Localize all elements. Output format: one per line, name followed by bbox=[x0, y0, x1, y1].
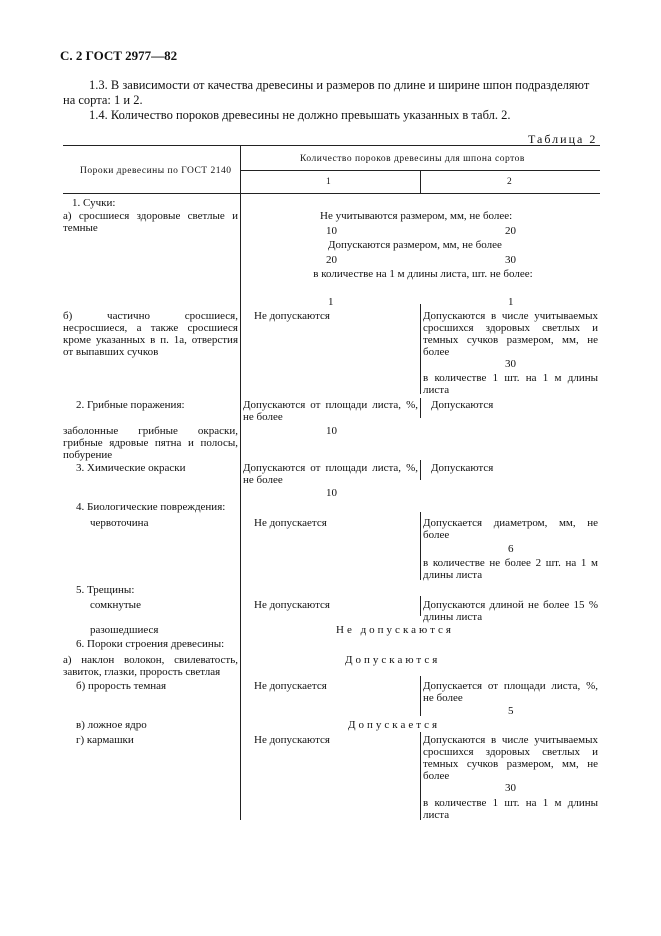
row-knots-b: б) частично сросшиеся, несросшиеся, а также сросшиеся кроме указанных в п. 1а, отверстия от выпавших сучков bbox=[63, 310, 238, 358]
chemical-grade-2: Допускаются bbox=[431, 462, 494, 474]
structure-d-tail: в количестве 1 шт. на 1 м длины листа bbox=[423, 797, 598, 821]
structure-a-span: Допускаются bbox=[345, 654, 441, 666]
row-fungal-sub: заболонные грибные окраски, грибные ядровые пятна и полосы, побурение bbox=[63, 425, 238, 461]
column-divider-2-seg bbox=[420, 460, 421, 480]
paragraph-1-3: 1.3. В зависимости от качества древесины и размеров по длине и ширине шпон подразделяют на сорта: 1 и 2. bbox=[63, 78, 590, 107]
cracks-closed-grade-1: Не допускаются bbox=[254, 599, 330, 611]
fungal-grade-1: Допускаются от площади листа, %, не более bbox=[243, 399, 418, 423]
table-top-rule bbox=[63, 145, 600, 146]
knots-a-value: 1 bbox=[508, 296, 514, 308]
knots-a-span-1: Не учитываются размером, мм, не более: bbox=[320, 210, 513, 222]
row-knots: 1. Сучки: bbox=[72, 197, 116, 209]
knots-b-tail: в количестве 1 шт. на 1 м длины листа bbox=[423, 372, 598, 396]
structure-b-grade-2: Допускается от площади листа, %, не более bbox=[423, 680, 598, 704]
table-caption: Таблица 2 bbox=[528, 132, 598, 146]
page-header: С. 2 ГОСТ 2977—82 bbox=[60, 48, 178, 63]
header-bottom-rule bbox=[63, 193, 600, 194]
row-biological-sub: червоточина bbox=[90, 517, 149, 529]
cracks-closed-grade-2: Допускаются длиной не более 15 % длины листа bbox=[423, 599, 598, 623]
column-head-defects: Пороки древесины по ГОСТ 2140 bbox=[80, 166, 232, 176]
row-cracks: 5. Трещины: bbox=[76, 584, 135, 596]
column-divider-2-seg bbox=[420, 512, 421, 580]
chemical-value: 10 bbox=[326, 487, 337, 499]
row-chemical: 3. Химические окраски bbox=[76, 462, 186, 474]
knots-a-span-2: Допускаются размером, мм, не более bbox=[328, 239, 502, 251]
structure-d-grade-1: Не допускаются bbox=[254, 734, 330, 746]
biological-tail: в количестве не более 2 шт. на 1 м длины листа bbox=[423, 557, 598, 581]
knots-b-grade-2: Допускаются в числе учитываемых сросшихся здоровых светлых и темных сучков размером, мм, не более bbox=[423, 310, 598, 358]
column-divider-2-seg bbox=[420, 304, 421, 394]
knots-a-value: 1 bbox=[328, 296, 334, 308]
knots-b-grade-1: Не допускаются bbox=[254, 310, 330, 322]
column-divider-2-seg bbox=[420, 732, 421, 820]
biological-value: 6 bbox=[508, 543, 514, 555]
knots-a-value: 10 bbox=[326, 225, 337, 237]
biological-grade-2: Допускается диаметром, мм, не более bbox=[423, 517, 598, 541]
column-grade-2: 2 bbox=[507, 177, 513, 187]
column-divider-2-seg bbox=[420, 398, 421, 418]
row-biological: 4. Биологические повреждения: bbox=[76, 501, 226, 513]
row-structure-a: а) наклон волокон, свилеватость, завиток, глазки, прорость светлая bbox=[63, 654, 238, 678]
row-knots-a: а) сросшиеся здоровые светлые и темные bbox=[63, 210, 238, 234]
knots-a-value: 20 bbox=[505, 225, 516, 237]
knots-a-value: 20 bbox=[326, 254, 337, 266]
knots-a-span-3: в количестве на 1 м длины листа, шт. не более: bbox=[313, 268, 533, 280]
column-head-quantity: Количество пороков древесины для шпона сортов bbox=[300, 154, 525, 164]
row-structure-c: в) ложное ядро bbox=[76, 719, 147, 731]
row-cracks-open: разошедшиеся bbox=[90, 624, 159, 636]
column-divider-1 bbox=[240, 145, 241, 820]
row-fungal: 2. Грибные поражения: bbox=[76, 399, 185, 411]
biological-grade-1: Не допускается bbox=[254, 517, 327, 529]
structure-d-grade-2: Допускаются в числе учитываемых сросшихся здоровых светлых и темных сучков размером, мм, не более bbox=[423, 734, 598, 782]
chemical-grade-1: Допускаются от площади листа, %, не более bbox=[243, 462, 418, 486]
structure-b-value: 5 bbox=[508, 705, 514, 717]
fungal-grade-2: Допускаются bbox=[431, 399, 494, 411]
structure-c-span: Допускается bbox=[348, 719, 441, 731]
structure-b-grade-1: Не допускается bbox=[254, 680, 327, 692]
fungal-value: 10 bbox=[326, 425, 337, 437]
row-structure: 6. Пороки строения древесины: bbox=[76, 638, 225, 650]
structure-d-value: 30 bbox=[505, 782, 516, 794]
column-divider-2-header bbox=[420, 170, 421, 193]
row-structure-d: г) кармашки bbox=[76, 734, 134, 746]
row-cracks-closed: сомкнутые bbox=[90, 599, 141, 611]
knots-a-value: 30 bbox=[505, 254, 516, 266]
cracks-open-span: Не допускаются bbox=[336, 624, 454, 636]
column-grade-1: 1 bbox=[326, 177, 332, 187]
column-divider-2-seg bbox=[420, 676, 421, 716]
column-divider-2-seg bbox=[420, 596, 421, 616]
knots-b-value: 30 bbox=[505, 358, 516, 370]
paragraph-1-4: 1.4. Количество пороков древесины не должно превышать указанных в табл. 2. bbox=[89, 108, 511, 122]
row-structure-b: б) прорость темная bbox=[76, 680, 167, 692]
